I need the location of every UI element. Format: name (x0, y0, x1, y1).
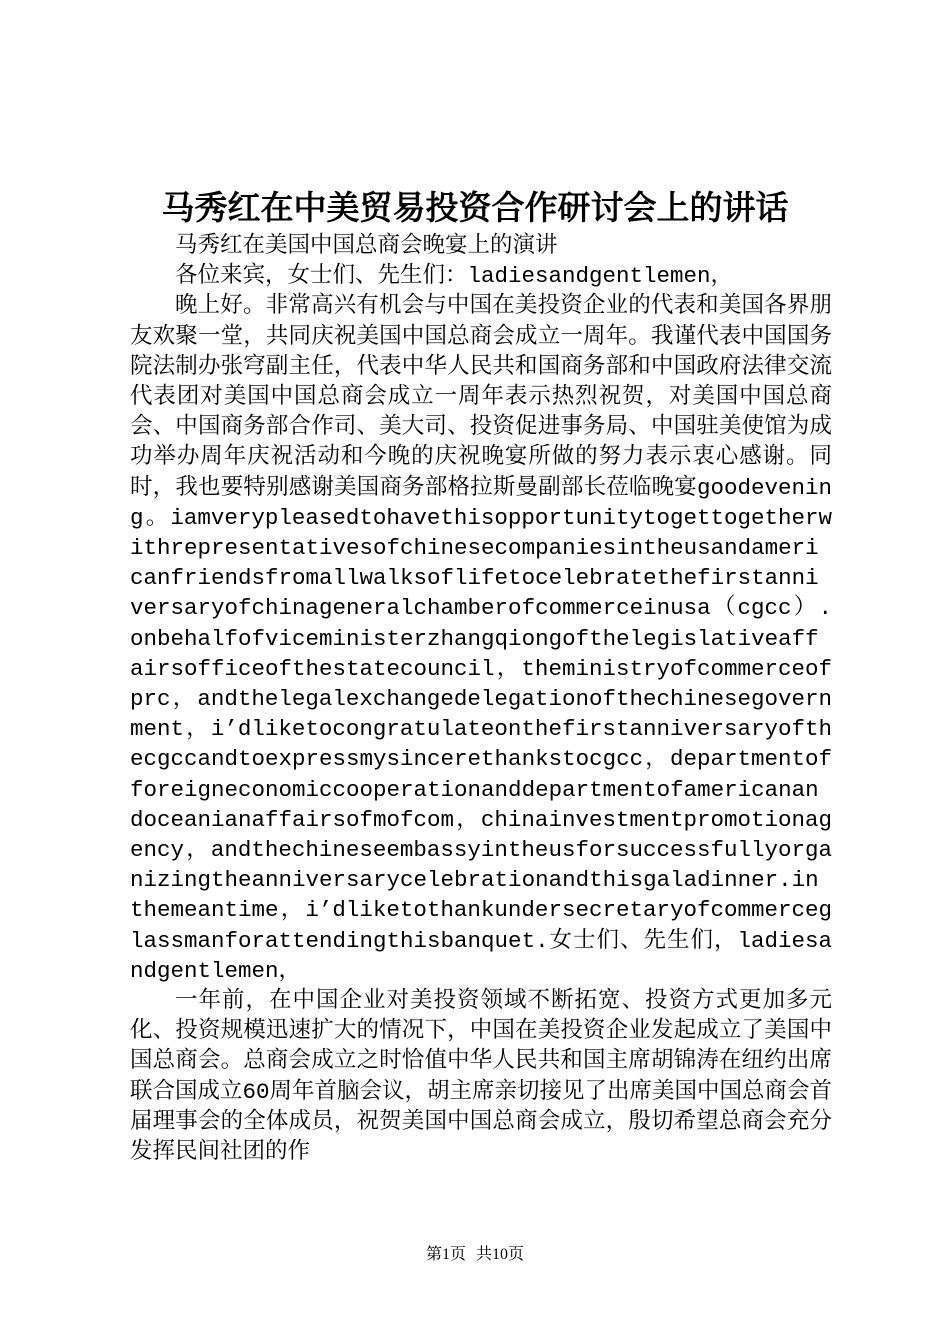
page-total: 共10页 (476, 1246, 525, 1263)
history-paragraph: 一年前，在中国企业对美投资领域不断拓宽、投资方式更加多元化、投资规模迅速扩大的情况下，中国在美投资企业发起成立了美国中国总商会。总商会成立之时恰值中华人民共和国主席胡锦涛在纽约出席联合国成立60周年首脑会议，胡主席亲切接见了出席美国中国总商会首届理事会的全体成员，祝贺美国中国总商会成立，殷切希望总商会充分发挥民间社团的作 (130, 988, 833, 1166)
body-text (130, 231, 832, 1167)
opening-paragraph: 晚上好。非常高兴有机会与中国在美投资企业的代表和美国各界朋友欢聚一堂，共同庆祝美国中国总商会成立一周年。我谨代表中国国务院法制办张穹副主任，代表中华人民共和国商务部和中国政府法律交流代表团对美国中国总商会成立一周年表示热烈祝贺，对美国中国总商会、中国商务部合作司、美大司、投资促进事务局、中国驻美使馆为成功举办周年庆祝活动和今晚的庆祝晚宴所做的努力表示衷心感谢。同时，我也要特别感谢美国商务部格拉斯曼副部长莅临晚宴goodevening。iamverypleasedtohavethisopportunitytogettogetherwithrepresentativesofchinesecompaniesintheusandamericanfriendsfromallwalksoflifetocelebratethefirstanniversaryofchinageneralchamberofcommerceinusa（cgcc）.onbehalfofviceministerzhangqiongofthelegislativeaffairsofficeofthestatecouncil，theministryofcommerceofprc，andthelegalexchangedelegationofthechinesegovernment，i’dliketocongratulateonthefirstanniversaryofthecgccandtoexpressmysincerethankstocgcc，departmentofforeigneconomiccooperationanddepartmentofamericanandoceanianaffairsofmofcom，chinainvestmentpromotionagency，andthechineseembassyintheusforsuccessfullyorganizingtheanniversarycelebrationandthisgaladinner.inthemeantime，i’dliketothankundersecretaryofcommerceglassmanforattendingthisbanquet.女士们、先生们，ladiesandgentlemen， (130, 293, 832, 984)
page-footer (0, 1244, 950, 1266)
page-number: 第1页 (425, 1246, 466, 1263)
greeting-paragraph: 各位来宾，女士们、先生们：ladiesandgentlemen， (175, 263, 734, 290)
subtitle-paragraph: 马秀红在美国中国总商会晚宴上的演讲 (175, 233, 558, 259)
page-title: 马秀红在中美贸易投资合作研讨会上的讲话 (161, 188, 789, 227)
